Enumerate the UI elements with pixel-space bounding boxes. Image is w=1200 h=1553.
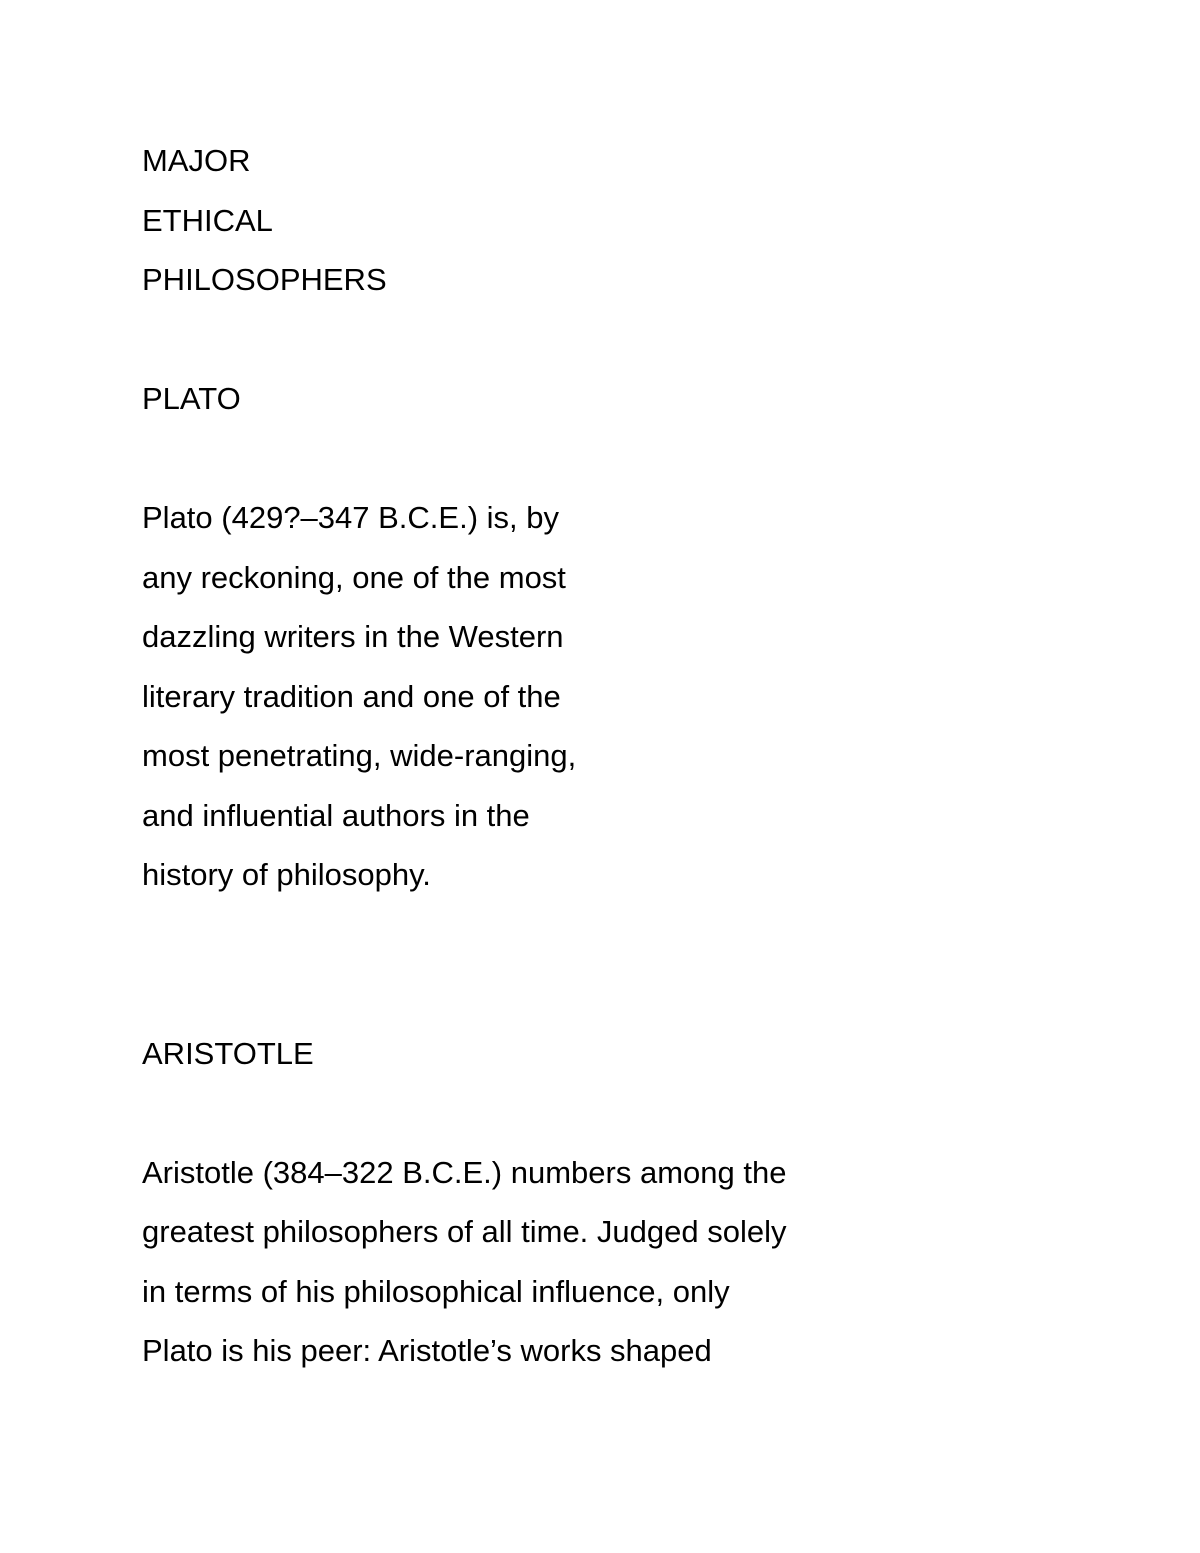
plato-paragraph-line: Plato (429?–347 B.C.E.) is, by (142, 500, 560, 535)
aristotle-paragraph-line: greatest philosophers of all time. Judged solely (142, 1214, 787, 1249)
aristotle-paragraph-line: in terms of his philosophical influence, only (142, 1274, 730, 1309)
section-heading-plato: PLATO (142, 381, 241, 416)
plato-paragraph-line: and influential authors in the (142, 798, 530, 833)
document-title-line-3: PHILOSOPHERS (142, 262, 387, 297)
plato-paragraph-line: literary tradition and one of the (142, 679, 561, 714)
plato-paragraph-line: history of philosophy. (142, 857, 431, 892)
section-heading-aristotle: ARISTOTLE (142, 1036, 314, 1071)
aristotle-paragraph-line: Aristotle (384–322 B.C.E.) numbers among the (142, 1155, 787, 1190)
document-title-line-1: MAJOR (142, 143, 251, 178)
plato-paragraph-line: most penetrating, wide-ranging, (142, 738, 577, 773)
aristotle-paragraph-line: Plato is his peer: Aristotle’s works shaped (142, 1333, 712, 1368)
plato-paragraph-line: any reckoning, one of the most (142, 560, 566, 595)
plato-paragraph-line: dazzling writers in the Western (142, 619, 564, 654)
document-title-line-2: ETHICAL (142, 203, 273, 238)
